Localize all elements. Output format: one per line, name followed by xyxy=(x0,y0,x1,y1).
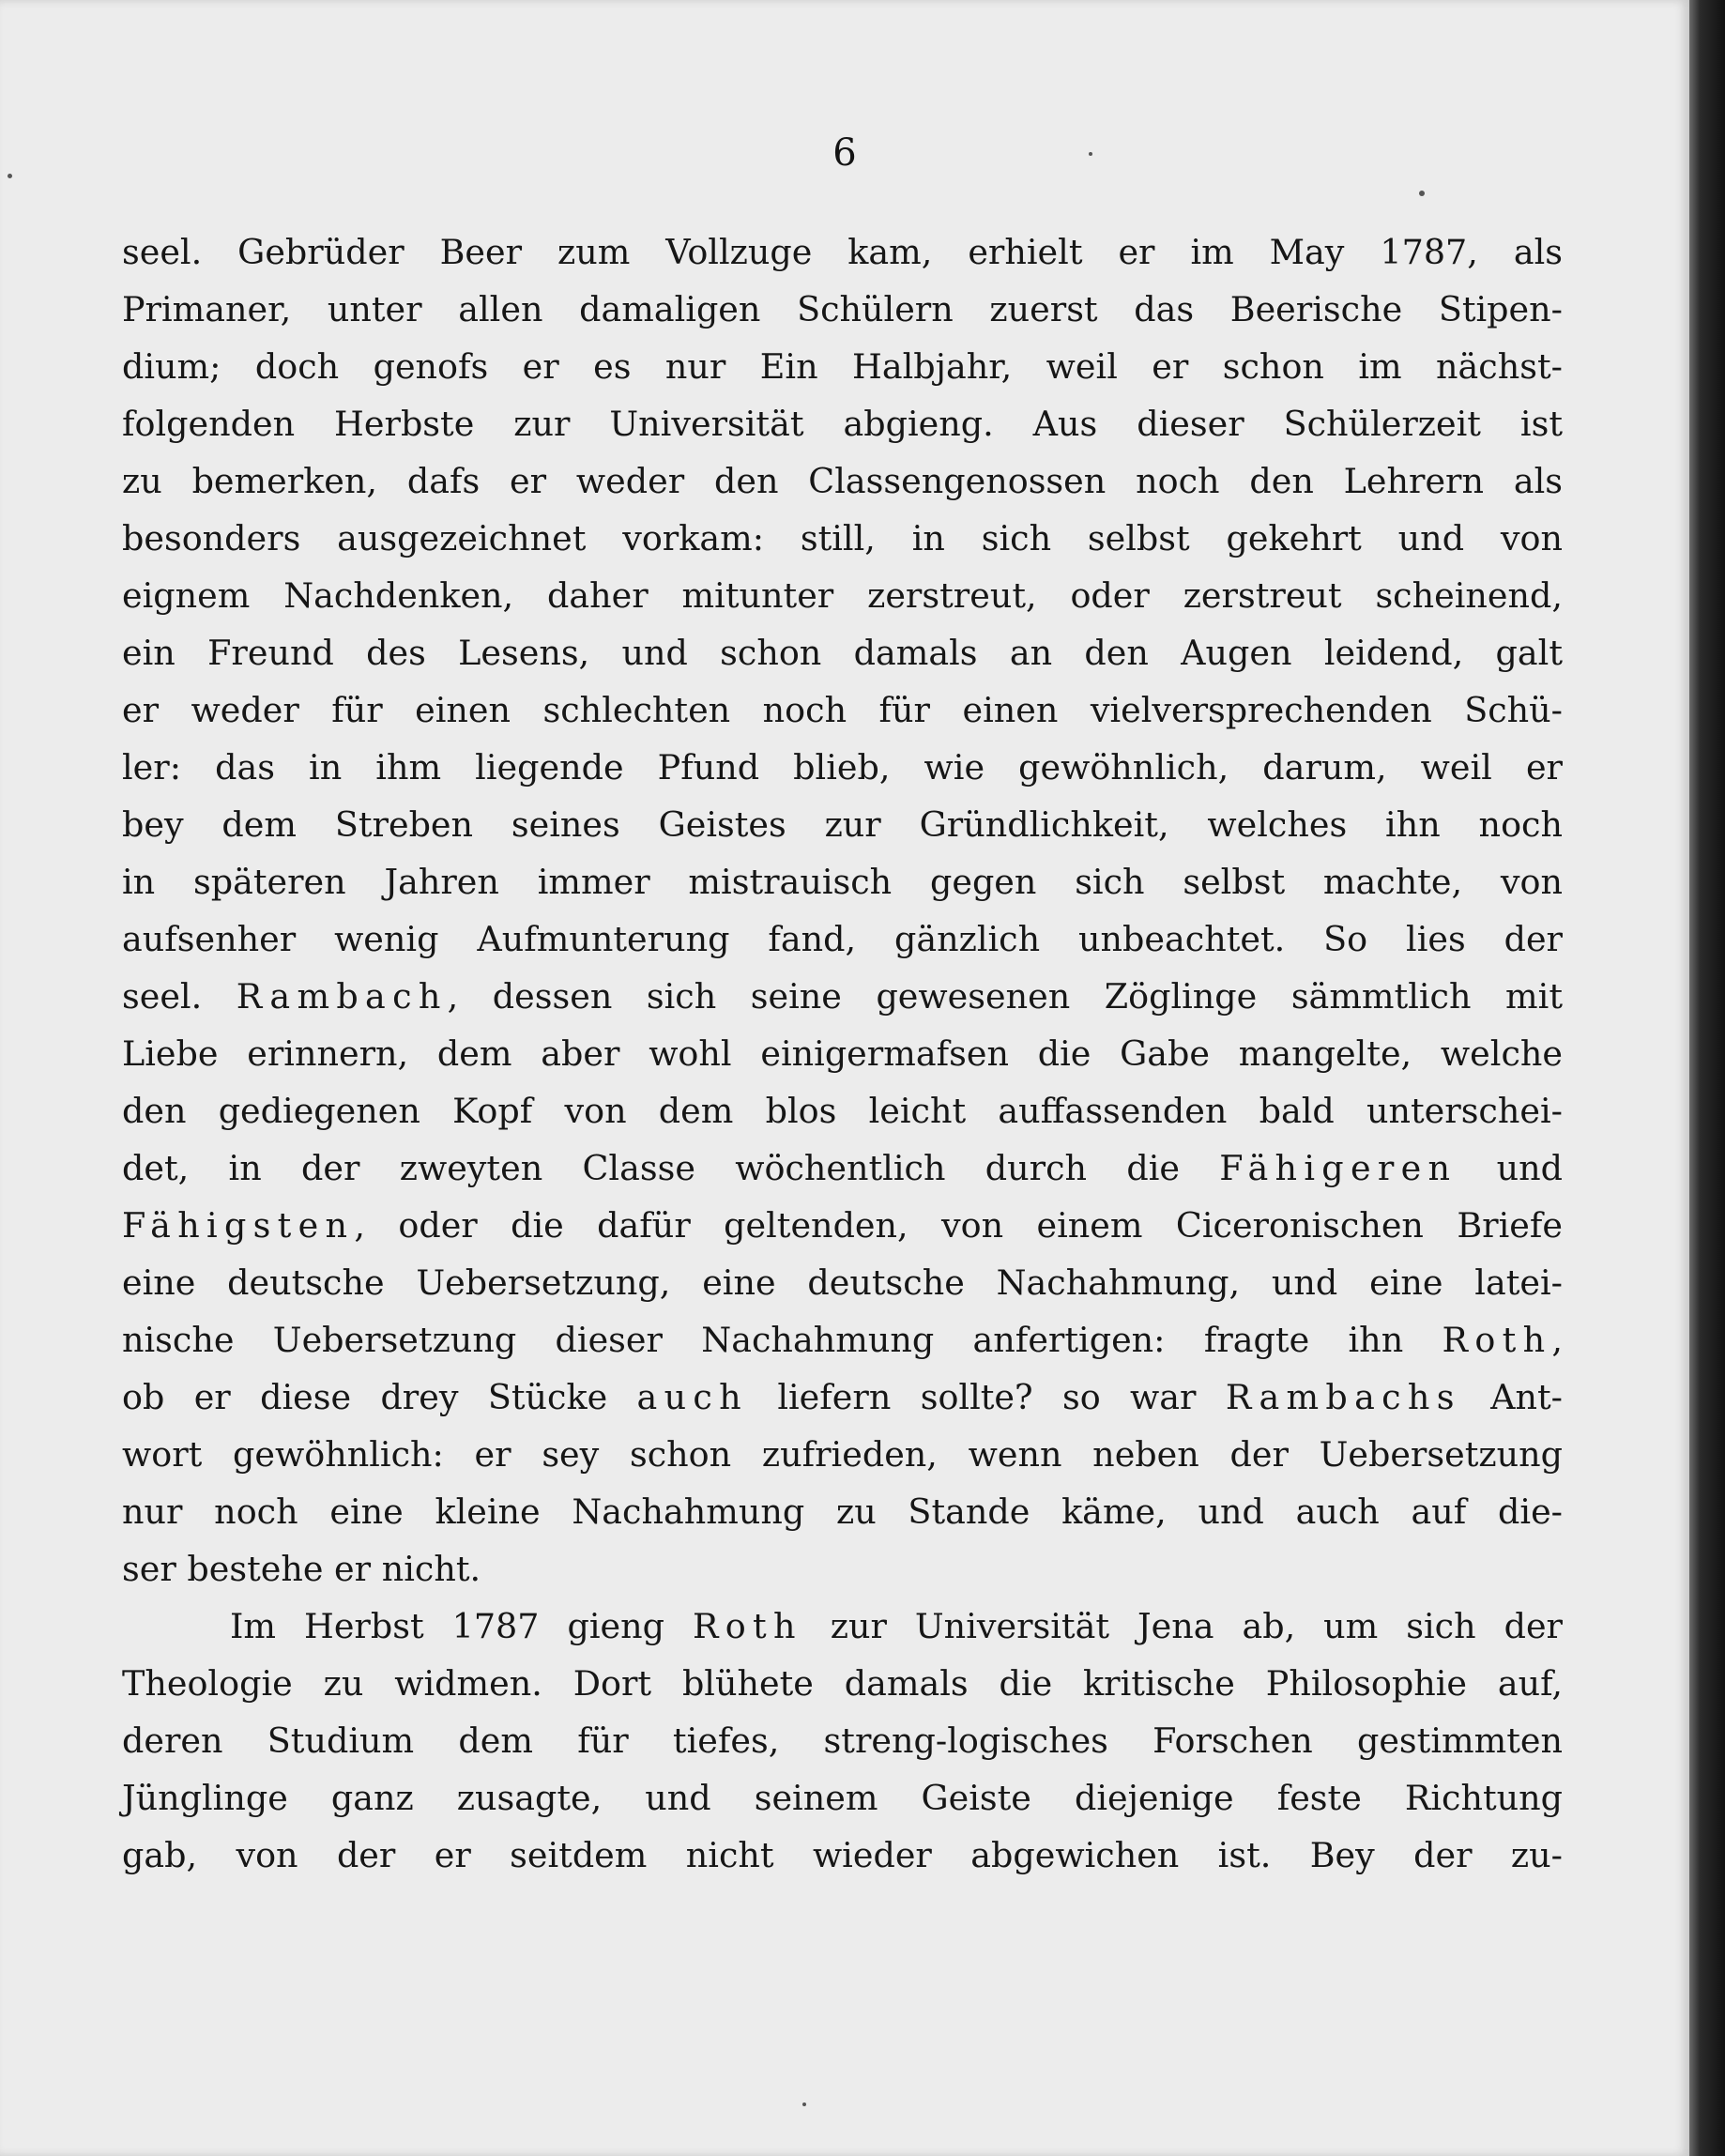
spaced-word: Fähigsten xyxy=(122,1205,355,1246)
text-fragment: nische Uebersetzung dieser Nachahmung anfertigen: fragte ihn xyxy=(122,1320,1443,1360)
text-line: deren Studium dem für tiefes, streng-logisches Forschen gestimmten xyxy=(122,1720,1563,1761)
text-line xyxy=(122,968,1563,1025)
spaced-name: Rambachs xyxy=(1225,1377,1461,1417)
text-line: gab, von der er seitdem nicht wieder abgewichen ist. Bey der zu- xyxy=(122,1835,1563,1875)
text-fragment: Ant- xyxy=(1460,1377,1563,1417)
text-line: bey dem Streben seines Geistes zur Gründlichkeit, welches ihn noch xyxy=(122,804,1563,845)
text-fragment: , oder die dafür geltenden, von einem Ciceronischen Briefe xyxy=(354,1205,1563,1246)
book-spine xyxy=(1689,0,1725,2156)
text-line: Jünglinge ganz zusagte, und seinem Geiste diejenige feste Richtung xyxy=(122,1778,1563,1818)
text-line: Theologie zu widmen. Dort blühete damals die kritische Philosophie auf, xyxy=(122,1663,1563,1704)
text-line: nur noch eine kleine Nachahmung zu Stande käme, und auch auf die- xyxy=(122,1491,1563,1532)
text-line xyxy=(122,1598,1563,1655)
paper-speck xyxy=(802,2102,806,2106)
text-fragment: det, in der zweyten Classe wöchentlich durch die xyxy=(122,1148,1220,1188)
text-line: folgenden Herbste zur Universität abgieng. Aus dieser Schülerzeit ist xyxy=(122,404,1563,444)
text-line: eine deutsche Uebersetzung, eine deutsche Nachahmung, und eine latei- xyxy=(122,1262,1563,1303)
text-line: Primaner, unter allen damaligen Schülern zuerst das Beerische Stipen- xyxy=(122,289,1563,329)
body-text xyxy=(122,223,1563,1884)
paper-speck xyxy=(1419,191,1425,196)
paper-speck xyxy=(8,174,12,178)
text-line: in späteren Jahren immer mistrauisch gegen sich selbst machte, von xyxy=(122,862,1563,902)
text-fragment: und xyxy=(1457,1148,1563,1188)
spaced-word: Fähigeren xyxy=(1219,1148,1458,1188)
text-fragment: seel. xyxy=(122,976,237,1017)
paper-speck xyxy=(1089,152,1092,156)
text-line xyxy=(122,1311,1563,1369)
text-line: ler: das in ihm liegende Pfund blieb, wie gewöhnlich, darum, weil er xyxy=(122,747,1563,787)
page-number: 6 xyxy=(832,131,857,175)
text-line: besonders ausgezeichnet vorkam: still, in sich selbst gekehrt und von xyxy=(122,518,1563,558)
text-fragment: zur Universität Jena ab, um sich der xyxy=(801,1606,1563,1646)
text-fragment: ob er diese drey Stücke xyxy=(122,1377,637,1417)
text-line: seel. Gebrüder Beer zum Vollzuge kam, erhielt er im May 1787, als xyxy=(122,232,1563,272)
text-line: ser bestehe er nicht. xyxy=(122,1549,481,1589)
spaced-name: Roth xyxy=(1442,1320,1552,1360)
text-line: eignem Nachdenken, daher mitunter zerstreut, oder zerstreut scheinend, xyxy=(122,575,1563,616)
spaced-name: Roth xyxy=(692,1606,802,1646)
text-line xyxy=(122,1197,1563,1254)
text-fragment: liefern sollte? so war xyxy=(747,1377,1226,1417)
text-line: aufsenher wenig Aufmunterung fand, gänzlich unbeachtet. So lies der xyxy=(122,919,1563,959)
text-line xyxy=(122,1369,1563,1426)
spaced-name: Rambach xyxy=(236,976,448,1017)
text-line xyxy=(122,1139,1563,1197)
text-fragment: Im Herbst 1787 gieng xyxy=(230,1606,693,1646)
text-line: zu bemerken, dafs er weder den Classengenossen noch den Lehrern als xyxy=(122,461,1563,501)
spaced-word: auch xyxy=(636,1377,748,1417)
text-line: Liebe erinnern, dem aber wohl einigermafsen die Gabe mangelte, welche xyxy=(122,1033,1563,1074)
text-line: ein Freund des Lesens, und schon damals an den Augen leidend, galt xyxy=(122,633,1563,673)
text-line: den gediegenen Kopf von dem blos leicht auffassenden bald unterschei- xyxy=(122,1091,1563,1131)
text-line: er weder für einen schlechten noch für einen vielversprechenden Schü- xyxy=(122,690,1563,730)
text-fragment: , xyxy=(1551,1320,1563,1360)
text-line: wort gewöhnlich: er sey schon zufrieden, wenn neben der Uebersetzung xyxy=(122,1434,1563,1475)
text-line: dium; doch genofs er es nur Ein Halbjahr, weil er schon im nächst- xyxy=(122,346,1563,387)
text-fragment: , dessen sich seine gewesenen Zöglinge sämmtlich mit xyxy=(447,976,1564,1017)
